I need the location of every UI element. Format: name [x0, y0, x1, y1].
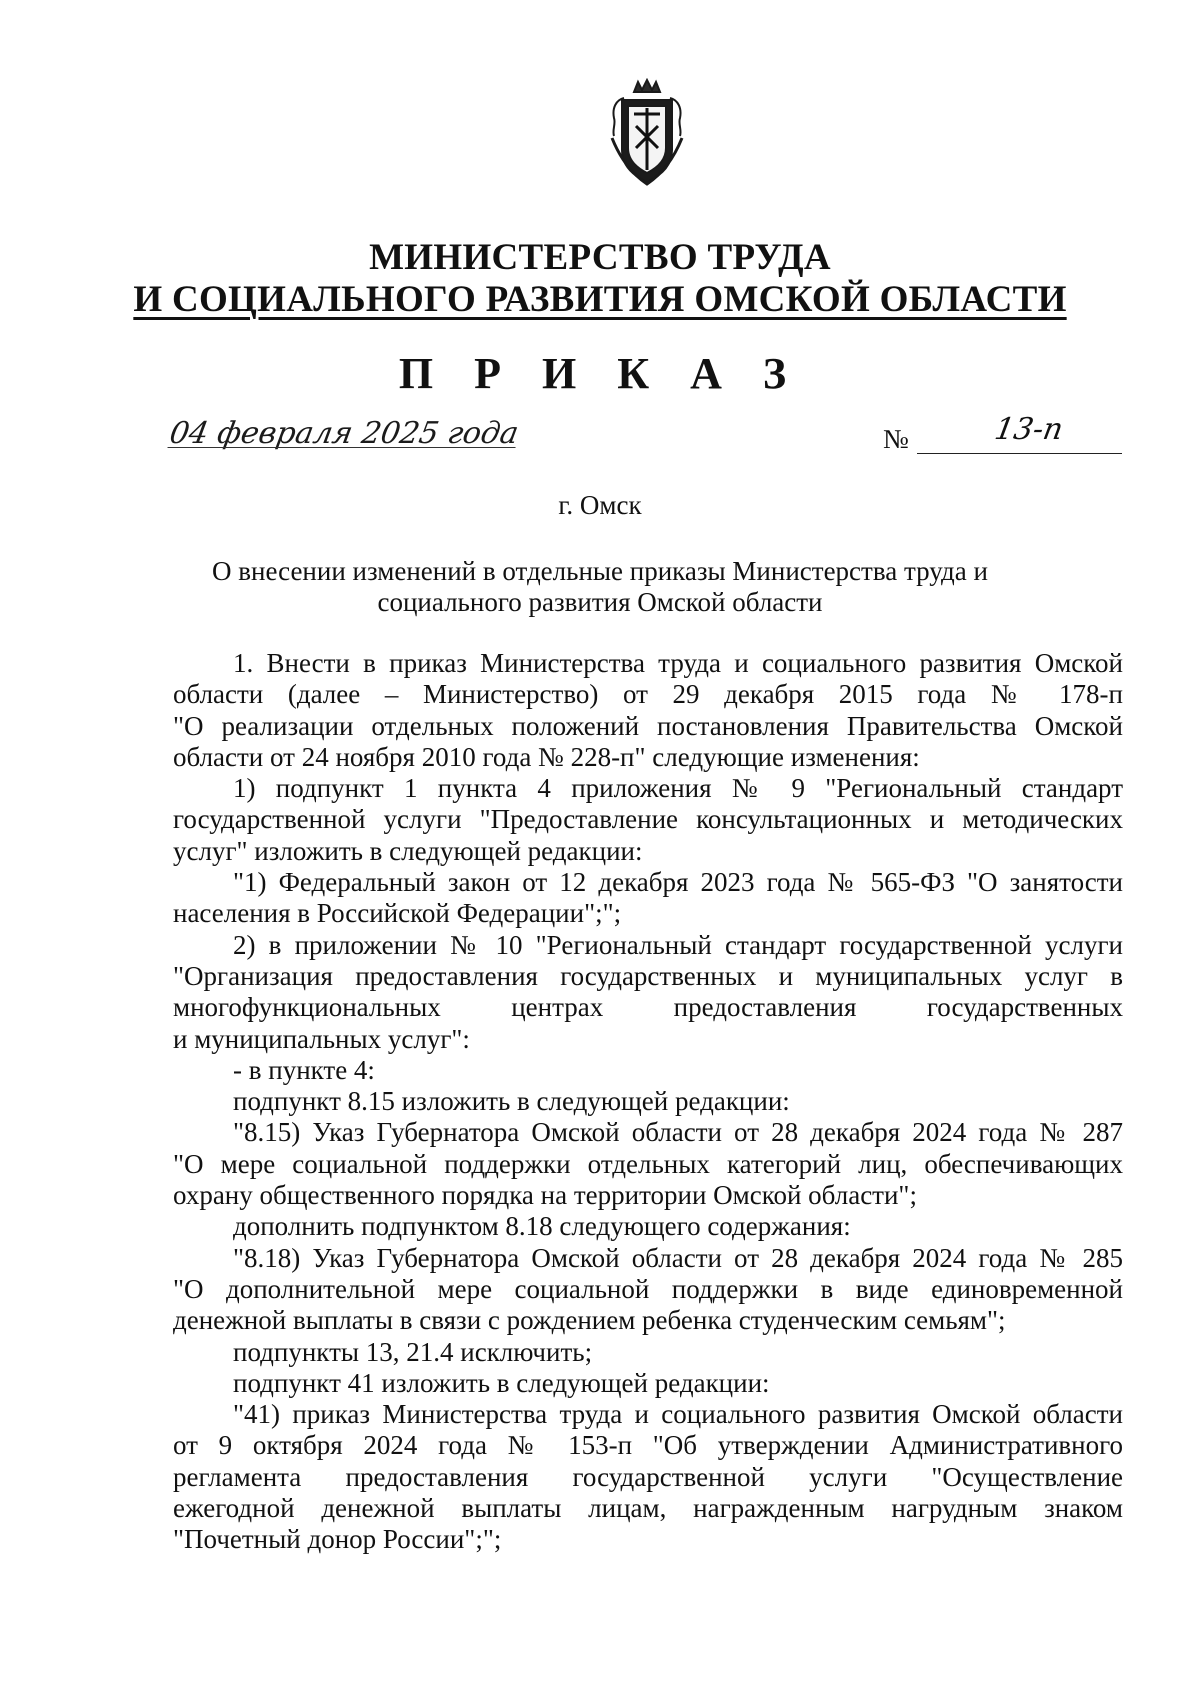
order-number-underline: [917, 453, 1122, 454]
body-line: области (далее – Министерство) от 29 декабря 2015 года № 178-п: [173, 679, 1123, 710]
body-line: охрану общественного порядка на территории Омской области";: [173, 1180, 917, 1211]
handwritten-order-number: 13-п: [991, 412, 1066, 447]
body-line: "Почетный донор России";";: [173, 1524, 502, 1555]
body-line: от 9 октября 2024 года № 153-п "Об утверждении Административного: [173, 1430, 1123, 1461]
ministry-name-line2: И СОЦИАЛЬНОГО РАЗВИТИЯ ОМСКОЙ ОБЛАСТИ: [133, 279, 1067, 320]
subject-line-1: О внесении изменений в отдельные приказы Министерства труда и: [212, 556, 988, 586]
coat-of-arms-icon: [606, 78, 688, 188]
body-line: "О дополнительной мере социальной поддержки в виде единовременной: [173, 1273, 1123, 1304]
body-line: "О реализации отдельных положений постановления Правительства Омской: [173, 710, 1123, 741]
ministry-name-line1: МИНИСТЕРСТВО ТРУДА: [369, 237, 831, 278]
body-line: подпункты 13, 21.4 исключить;: [233, 1336, 593, 1367]
document-type-title: П Р И К А З: [398, 349, 802, 398]
order-number-label: №: [883, 424, 909, 454]
body-line: дополнить подпунктом 8.18 следующего содержания:: [233, 1211, 851, 1242]
body-line: многофункциональных центрах предоставления государственных: [173, 992, 1123, 1023]
body-line: регламента предоставления государственной услуги "Осуществление: [173, 1461, 1123, 1492]
body-line: населения в Российской Федерации";";: [173, 898, 622, 929]
body-line: "8.15) Указ Губернатора Омской области от 28 декабря 2024 года № 287: [233, 1117, 1123, 1148]
body-line: "8.18) Указ Губернатора Омской области от 28 декабря 2024 года № 285: [233, 1242, 1123, 1273]
body-line: области от 24 ноября 2010 года № 228-п" следующие изменения:: [173, 741, 920, 772]
body-line: и муниципальных услуг":: [173, 1023, 470, 1054]
body-line: 1. Внести в приказ Министерства труда и социального развития Омской: [233, 648, 1123, 678]
body-line: "41) приказ Министерства труда и социального развития Омской области: [233, 1399, 1123, 1430]
body-line: - в пункте 4:: [233, 1054, 375, 1085]
body-line: ежегодной денежной выплаты лицам, награжденным нагрудным знаком: [173, 1493, 1123, 1524]
city-line: г. Омск: [558, 490, 642, 520]
body-line: подпункт 8.15 изложить в следующей редакции:: [233, 1086, 790, 1117]
body-line: услуг" изложить в следующей редакции:: [173, 835, 643, 866]
subject-line-2: социального развития Омской области: [377, 587, 823, 617]
body-line: подпункт 41 изложить в следующей редакции:: [233, 1367, 770, 1398]
body-line: "1) Федеральный закон от 12 декабря 2023 года № 565-ФЗ "О занятости: [233, 867, 1123, 898]
handwritten-date: 04 февраля 2025 года: [166, 416, 522, 451]
body-line: 2) в приложении № 10 "Региональный стандарт государственной услуги: [233, 929, 1123, 960]
body-line: "О мере социальной поддержки отдельных категорий лиц, обеспечивающих: [173, 1148, 1123, 1179]
order-body: [173, 648, 1123, 1556]
body-line: 1) подпункт 1 пункта 4 приложения № 9 "Региональный стандарт: [233, 773, 1123, 804]
body-line: денежной выплаты в связи с рождением ребенка студенческим семьям";: [173, 1305, 1006, 1336]
body-line: государственной услуги "Предоставление консультационных и методических: [173, 804, 1123, 835]
order-subject: [0, 556, 1200, 618]
body-line: "Организация предоставления государственных и муниципальных услуг в: [173, 960, 1123, 991]
